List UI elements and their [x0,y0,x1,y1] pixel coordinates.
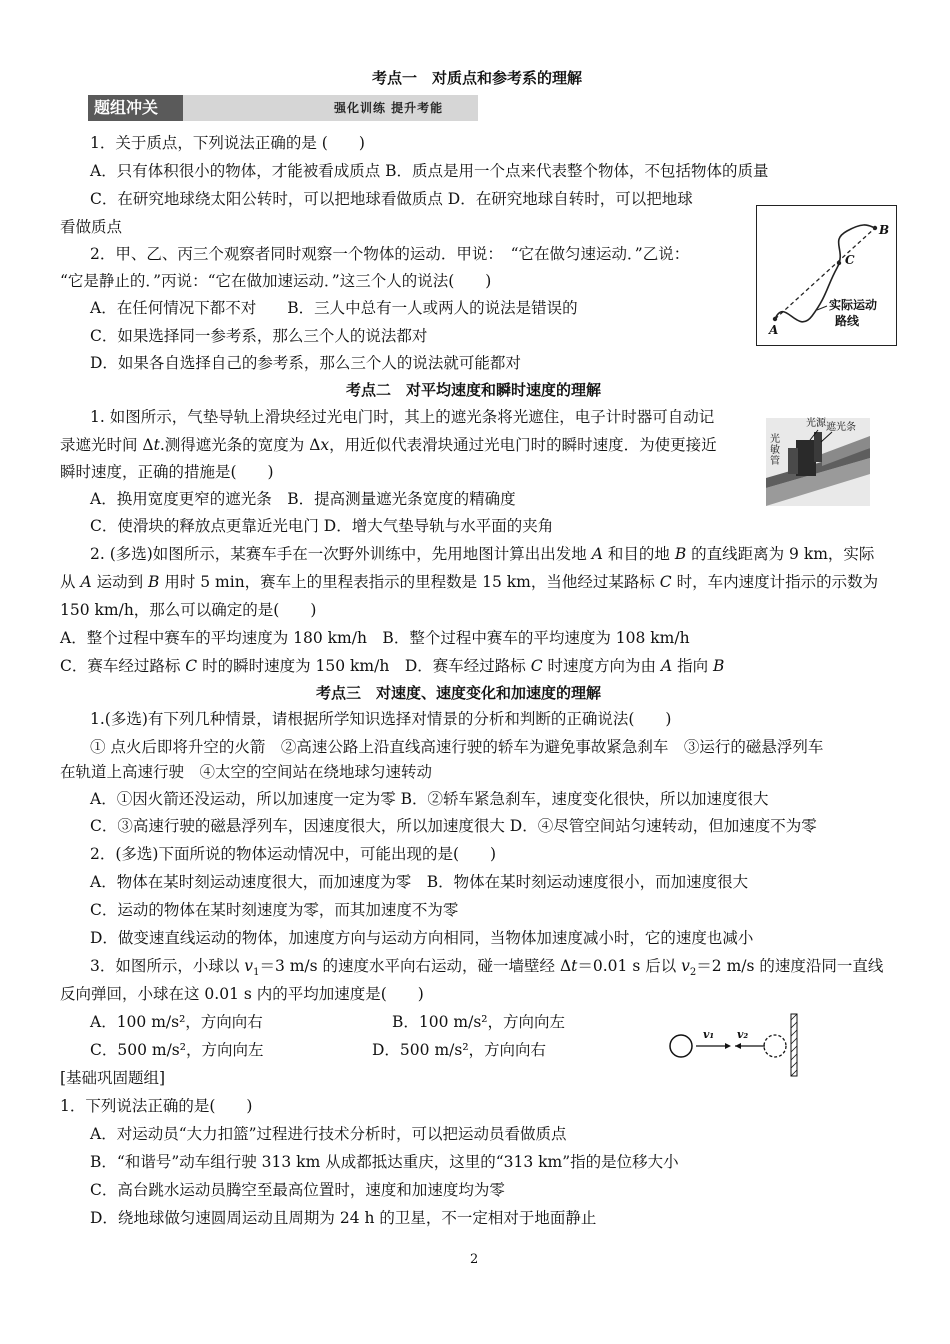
ball-wall-diagram [665,1012,805,1078]
s2-q2-line2: 从 A 运动到 B 用时 5 min，赛车上的里程表指示的里程数是 15 km，当他经过某路标 C 时，车内速度计指示的示数为 [60,573,879,591]
s1-line-4: 2．甲、乙、丙三个观察者同时观察一个物体的运动．甲说： “它在做匀速运动．”乙说： [90,245,690,263]
section2-title: 考点二 对平均速度和瞬时速度的理解 [346,381,602,399]
label-v2: v₂ [737,1028,749,1041]
s2-q1-options-ab: A．换用宽度更窄的遮光条 B．提高测量遮光条宽度的精确度 [90,490,516,508]
s1-line-1: A．只有体积很小的物体，才能被看成质点 B．质点是用一个点来代表整个物体，不包括物体的质量 [90,162,769,180]
s3-q1-line2: ① 点火后即将升空的火箭 ②高速公路上沿直线高速行驶的轿车为避免事故紧急刹车 ③运行的磁悬浮列车 [90,738,824,756]
page-number: 2 [470,1252,479,1267]
s2-q1-options-cd: C．使滑块的释放点更靠近光电门 D．增大气垫导轨与水平面的夹角 [90,517,554,535]
s3-q2-options-ab: A．物体在某时刻运动速度很大，而加速度为零 B．物体在某时刻运动速度很小，而加速度很大 [90,873,749,891]
s4-q1-option-c: C．高台跳水运动员腾空至最高位置时，速度和加速度均为零 [90,1181,505,1199]
label-tube-1: 光 [770,434,780,445]
s2-q1-line3: 瞬时速度，正确的措施是( ) [60,463,274,481]
s3-q3-option-b: B．100 m/s²，方向向左 [392,1013,565,1031]
s3-q3-line1: 3．如图所示，小球以 $v_1=3$ m/s 的速度水平向右运动，碰一墙壁经 Δt＝0.01 s 后以 $v_2=2$ m/s 的速度沿同一直线 [90,957,884,979]
s4-q1-option-a: A．对运动员“大力扣篮”过程进行技术分析时，可以把运动员看做质点 [90,1125,567,1143]
s3-q2-line1: 2．(多选)下面所说的物体运动情况中，可能出现的是( ) [90,845,497,863]
label-v1: v₁ [703,1028,715,1041]
s2-q2-line3: 150 km/h，那么可以确定的是( ) [60,601,317,619]
s1-line-5: “它是静止的．”丙说：“它在做加速运动．”这三个人的说法( ) [60,272,492,290]
label-tube-2: 敏 [770,445,780,456]
caption-line-2: 路线 [835,314,860,328]
label-light-source: 光源 [806,418,826,429]
s3-q2-option-c: C．运动的物体在某时刻速度为零，而其加速度不为零 [90,901,459,919]
s3-q1-options-cd: C．③高速行驶的磁悬浮列车，因速度很大，所以加速度很大 D．④尽管空间站匀速转动，但加速度不为零 [90,817,817,835]
label-tube-3: 管 [770,456,780,467]
s3-q1-options-ab: A．①因火箭还没运动，所以加速度一定为零 B．②轿车紧急刹车，速度变化很快，所以加速度很大 [90,790,769,808]
section3-title: 考点三 对速度、速度变化和加速度的理解 [316,684,602,702]
section1-title: 考点一 对质点和参考系的理解 [372,69,583,87]
label-b: B [879,223,890,237]
s4-q1-option-b: B．“和谐号”动车组行驶 313 km 从成都抵达重庆，这里的“313 km”指的是位移大小 [90,1153,679,1171]
s1-line-6: A．在任何情况下都不对 B．三人中总有一人或两人的说法是错误的 [90,299,578,317]
section4-title: [基础巩固题组] [60,1069,166,1087]
s3-q1-line1: 1.(多选)有下列几种情景，请根据所学知识选择对情景的分析和判断的正确说法( ) [90,710,672,728]
s1-line-8: D．如果各自选择自己的参考系，那么三个人的说法就可能都对 [90,354,521,372]
s2-q1-line1: 1. 如图所示，气垫导轨上滑块经过光电门时，其上的遮光条将光遮住，电子计时器可自动记 [90,408,715,426]
banner-label: 题组冲关 [94,98,159,117]
label-a: A [769,323,779,337]
caption-line-1: 实际运动 [829,298,878,312]
s3-q3-option-a: A．100 m/s²，方向向右 [90,1013,263,1031]
s3-q3-line2: 反向弹回，小球在这 0.01 s 内的平均加速度是( ) [60,985,424,1003]
air-track-photo [766,418,870,506]
s3-q3-option-d: D．500 m/s²，方向向右 [372,1041,547,1059]
s3-q3-option-c: C．500 m/s²，方向向左 [90,1041,264,1059]
s3-q2-option-d: D．做变速直线运动的物体，加速度方向与运动方向相同，当物体加速度减小时，它的速度也减小 [90,929,754,947]
s3-q1-line3: 在轨道上高速行驶 ④太空的空间站在绕地球匀速转动 [60,763,433,781]
s2-q2-options-ab: A．整个过程中赛车的平均速度为 180 km/h B．整个过程中赛车的平均速度为 108 km/h [60,629,690,647]
motion-path-figure [756,205,897,346]
practice-banner [88,95,478,121]
banner-subtitle: 强化训练 提升考能 [334,101,444,115]
s2-q2-line1: 2. (多选)如图所示，某赛车手在一次野外训练中，先用地图计算出出发地 A 和目的地 B 的直线距离为 9 km，实际 [90,545,875,563]
ball-wall-figure [665,1012,805,1078]
s2-q1-line2: 录遮光时间 Δt.测得遮光条的宽度为 Δx，用近似代表滑块通过光电门时的瞬时速度．为使更接近 [60,436,717,454]
s4-q1-option-d: D．绕地球做匀速圆周运动且周期为 24 h 的卫星，不一定相对于地面静止 [90,1209,597,1227]
label-c: C [845,253,855,267]
s2-q2-options-cd: C．赛车经过路标 C 时的瞬时速度为 150 km/h D．赛车经过路标 C 时速度方向为由 A 指向 B [60,657,725,675]
s1-line-0: 1．关于质点，下列说法正确的是 ( ) [90,134,365,152]
s4-q1-line1: 1．下列说法正确的是( ) [60,1097,253,1115]
s1-line-3: 看做质点 [60,218,123,236]
s1-line-7: C．如果选择同一参考系，那么三个人的说法都对 [90,327,428,345]
s1-line-2: C．在研究地球绕太阳公转时，可以把地球看做质点 D．在研究地球自转时，可以把地球 [90,190,693,208]
label-shading-strip: 遮光条 [826,422,856,433]
